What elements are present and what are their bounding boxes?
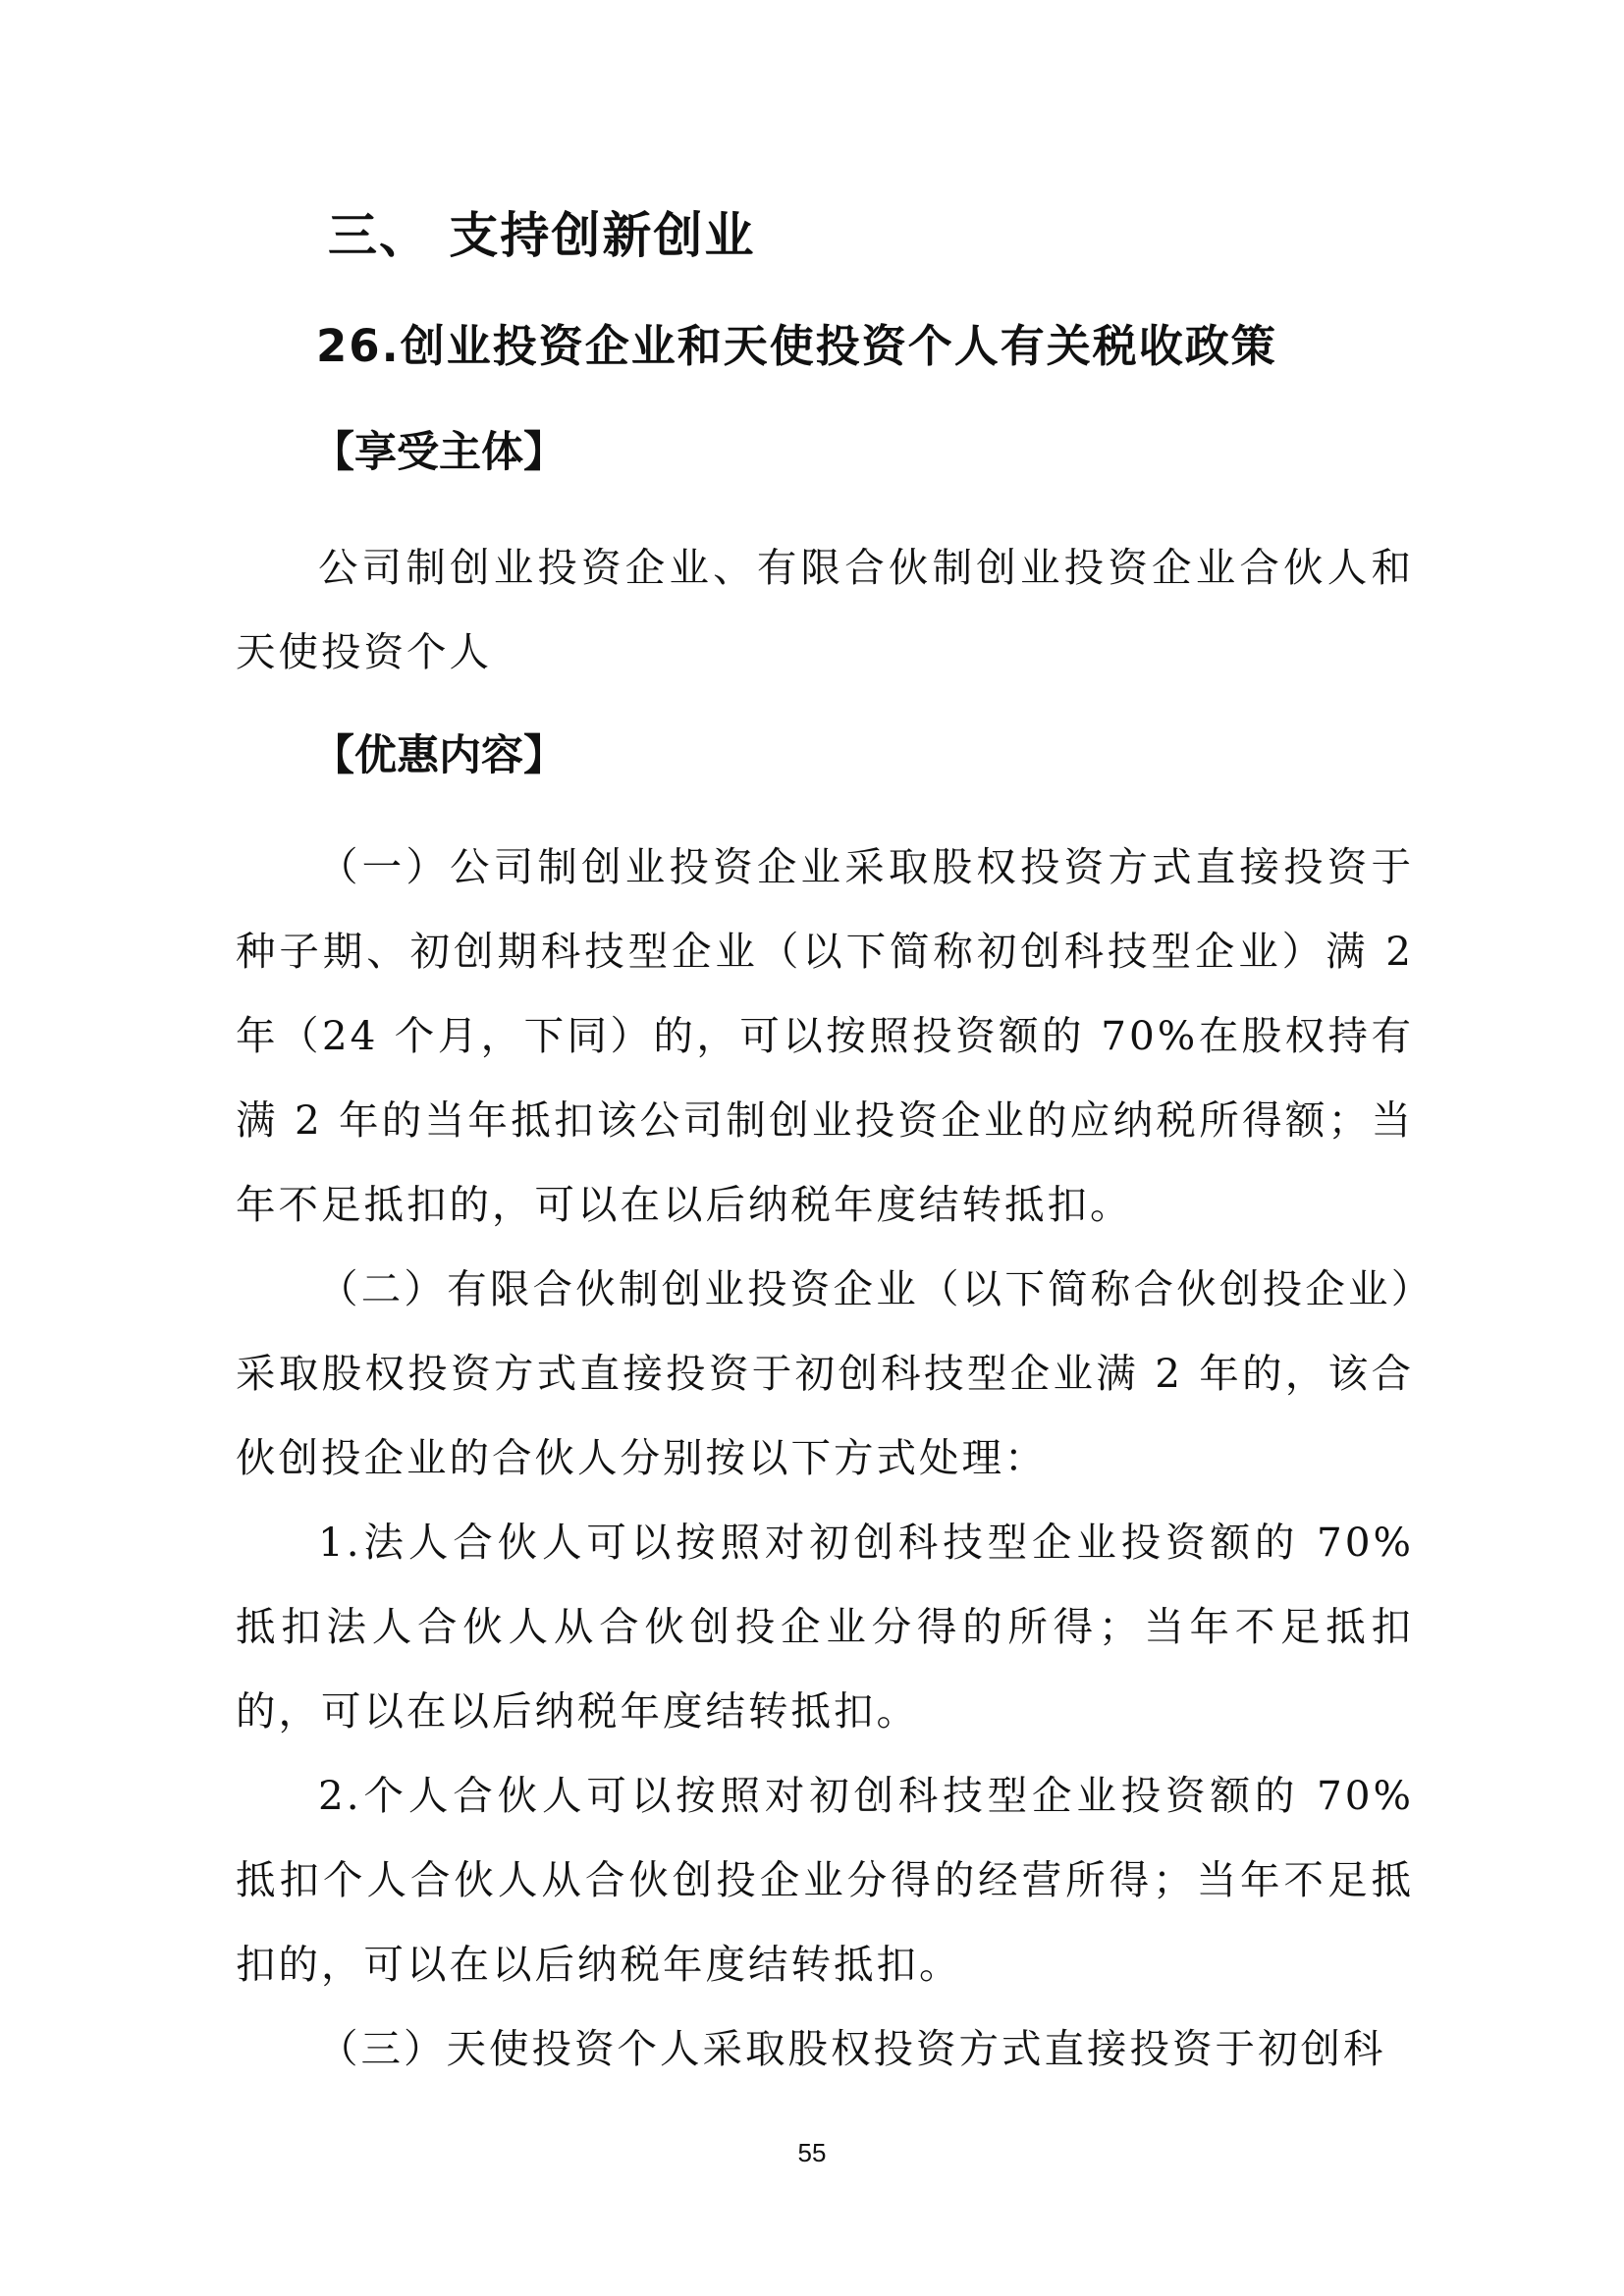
label-subject: 【享受主体】	[312, 428, 566, 477]
item-title: 26.创业投资企业和天使投资个人有关税收政策	[316, 320, 1277, 372]
section-title: 三、 支持创新创业	[328, 207, 756, 264]
paragraph-subject: 公司制创业投资企业、有限合伙制创业投资企业合伙人和天使投资个人	[236, 544, 1414, 675]
label-content: 【优惠内容】	[312, 731, 566, 780]
paragraph-subitem-2: 2.个人合伙人可以按照对初创科技型企业投资额的 70%抵扣个人合伙人从合伙创投企业分得的经营所得；当年不足抵扣的，可以在以后纳税年度结转抵扣。	[236, 1772, 1414, 1988]
paragraph-item-1: （一）公司制创业投资企业采取股权投资方式直接投资于种子期、初创期科技型企业（以下简称初创科技型企业）满 2 年（24 个月，下同）的，可以按照投资额的 70%在股权持有满 2 年的当年抵扣该公司制创业投资企业的应纳税所得额；当年不足抵扣的，可以在以后纳税年度结转抵扣。	[236, 843, 1414, 1228]
paragraph-subitem-1: 1.法人合伙人可以按照对初创科技型企业投资额的 70%抵扣法人合伙人从合伙创投企业分得的所得；当年不足抵扣的，可以在以后纳税年度结转抵扣。	[236, 1519, 1414, 1735]
paragraph-item-3: （三）天使投资个人采取股权投资方式直接投资于初创科	[318, 2025, 1386, 2072]
page-number: 55	[797, 2138, 827, 2167]
paragraph-item-2: （二）有限合伙制创业投资企业（以下简称合伙创投企业）采取股权投资方式直接投资于初创科技型企业满 2 年的，该合伙创投企业的合伙人分别按以下方式处理：	[236, 1265, 1414, 1481]
